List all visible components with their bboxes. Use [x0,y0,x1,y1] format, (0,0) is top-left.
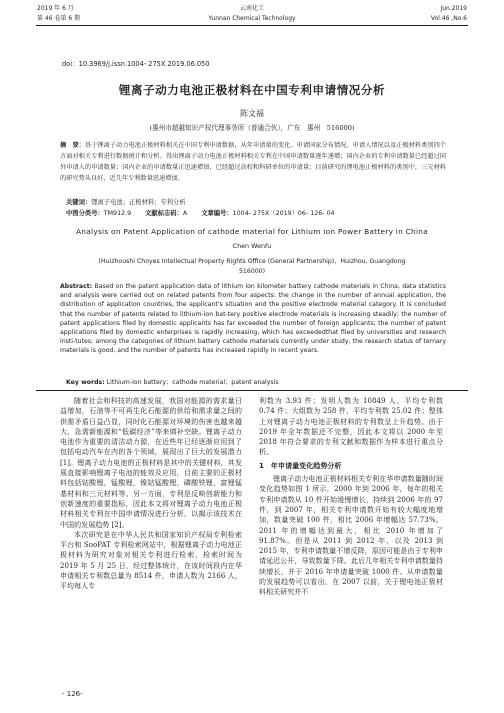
code-label: 文献标志码： [145,210,183,217]
title-en: Analysis on Patent Application of cathode material for Lithium ion Power Battery in China [76,227,428,236]
page-number: - 126- [62,690,83,698]
article-value: 1004- 275X（2019）06- 126- 04 [232,210,335,217]
header-volume: 第 46 卷第 6 期 [37,15,81,22]
affiliation-en-line2: 516000) [238,268,266,275]
author-cn: 陈文福 [240,109,264,118]
body-rule [36,390,468,391]
class-label: 中图分类号： [66,210,104,217]
keywords-cn-label: 关键词： [66,199,92,206]
article-label: 文章编号： [201,210,233,217]
abstract-en-text: Based on the patent application data of lithium ion kilometer battery cathode materials in China, data statistics and analysis were carried out on related patents from four aspects: the change in the number of annual application, the distribution of application countries, the applicant's situation and the positive electrode material category. It is concluded that the number of patents related to lithium-ion bat-tery positive electrode materials is increasing steadily; the number of patent applications filed by domestic applicants has far exceeded the number of foreign applicants; the number of patent applications filed by domestic enterprises is rapidly increasing, which has exceededthat filed by universities and research insti-tutes; among the categories of lithium battery cathode materials currently under study, the research status of ternary materials is good, and the number of patents has increased rapidly in recent years. [60,283,447,355]
doi: doi：10.3969/j.issn.1004- 275X.2019.06.050 [62,60,210,68]
affiliation-cn: (惠州市超越知识产权代理事务所（普通合伙），广东 惠州 516000) [149,124,355,132]
abstract-cn-label: 摘 要： [60,142,85,149]
keywords-en-text: Lithium-ion battery；cathode material；patent analysis [106,379,279,386]
keywords-cn [66,197,186,206]
header-volume-en: Vol.46 ,No.6 [430,15,467,22]
keywords-en-label: Key words: [66,379,105,386]
abstract-cn [60,141,446,185]
keywords-cn-text: 锂离子电池；正极材料；专利分析 [91,199,186,206]
body-paragraph-stats: 利数为 3.93 件；发明人数为 10849 人，平均专利数 0.74 件；大组数为 258 件，平均专利数 25.02 件；整体上对锂离子动力电池正极材料的专利数呈上升趋势。由于 2019 年全年数据还不完整，因此本文将以 2000 年至 2018 年符合要求的专利文献和数据作为样本进行重点分析。 [259,397,443,457]
keywords-en [66,377,279,386]
affiliation-en-line1: (Huizhoushi Choyes Intellectual Property Rights Office (General Partnership)，Huizhou, Guangdong [98,258,406,265]
abstract-en-label: Abstract: [60,283,93,290]
header-rule [36,25,468,26]
header-journal-en: Yunnan Chemical Technology [208,15,296,22]
body-paragraph-intro: 随着社会和科技的高速发展，我国对能源的需求量日益增加，石油等不可再生化石能源的供给和需求量之间的供需矛盾日益凸显，同时化石能源对环境的伤害也越来越大，急需新能源和“低碳经济”等来填补空缺。锂离子动力电池作为重要的清洁动力源，在近些年已经逐渐应用到了包括电动汽车在内的各个领域，展现出了巨大的发展潜力 [1]。锂离子动力电池的正极材料是其中的关键材料，其发展直接影响锂离子电池的能效及应用，目前主要的正极材料包括钴酸锂，锰酸锂，镍钴锰酸锂，磷酸铁锂，富锂锰基材料和三元材料等。另一方面，专利是反映创新能力和创新速度的重要指标，因此本文将对锂离子动力电池正极材料相关专利在中国申请情况进行分析，以揭示该技术在中国的发展趋势 [2]。 [60,397,242,529]
classification-cn [66,208,335,217]
code-value: A [182,210,188,217]
author-en: Chen Wenfu [232,242,272,250]
abstract-cn-text: 基于锂离子动力电池正极材料相关在中国专利申请数据，从年申请量的变化、申请国家分布情况、申请人情况以及正极材料类别四个方面对相关专利进行数据统计和分析。得出锂离子动力电池正极材料相关专利在中国申请数量逐年递增；国内企业的专利申请数量已经超过国外申请人的申请数量；国内企业的申请数量正迅速增加，已经超过高校和科研单位的申请量；目前研究的锂电池正极材料的类别中，三元材料的研究势头良好，近几年专利数量迅速增加。 [60,142,446,182]
header-journal-cn: 云南化工 [239,5,264,12]
body-paragraph-method: 本次研究是在中华人民共和国家知识产权局专利检索平台和 SooPAT 专利检索网站中，根据锂离子动力电池正极材料为研究对象对相关专利进行检索，检索时间为 2019 年 5 月 25 日，经过整体统计，在该时间段内在华申请相关专利数总量为 8514 件，申请人数为 2166 人，平均每人专 [60,530,242,591]
body-left-column [60,396,242,592]
section-1-title: 1 年申请量变化趋势分析 [259,461,342,470]
title-cn: 锂离子动力电池正极材料在中国专利申请情况分析 [118,83,386,97]
class-value: TM912.9 [103,210,132,217]
header-date: 2019 年 6 月 [37,5,74,12]
body-right-column [259,396,443,598]
body-paragraph-trend: 锂离子动力电池正极材料相关专利在华申请数量随时间变化趋势如图 1 所示，2000 年到 2006 年，每年的相关专利申请数从 10 件开始缓慢增长，持续到 2006 年的 97 件，到 2007 年，相关专利申请数开始有较大幅度地增加，数量突破 100 件，相比 2006 年增幅达 57.73%。2011 年的增幅达到最大，相比 2010 年增加了 91.87%。但是从 2011 到 2012 年，以及 2013 到 2015 年，专利申请数量不增反降，原因可能是由于专利申请延迟公开，导致数量下降。此后几年相关专利申请数量持续增长，并于 2016 年申请量突破 1000 件。从申请数量的发展趋势可以看出，在 2007 以前，关于锂电池正极材料相关研究并不 [259,475,443,597]
abstract-en [60,282,446,356]
header-date-en: Jun.2019 [440,5,467,12]
